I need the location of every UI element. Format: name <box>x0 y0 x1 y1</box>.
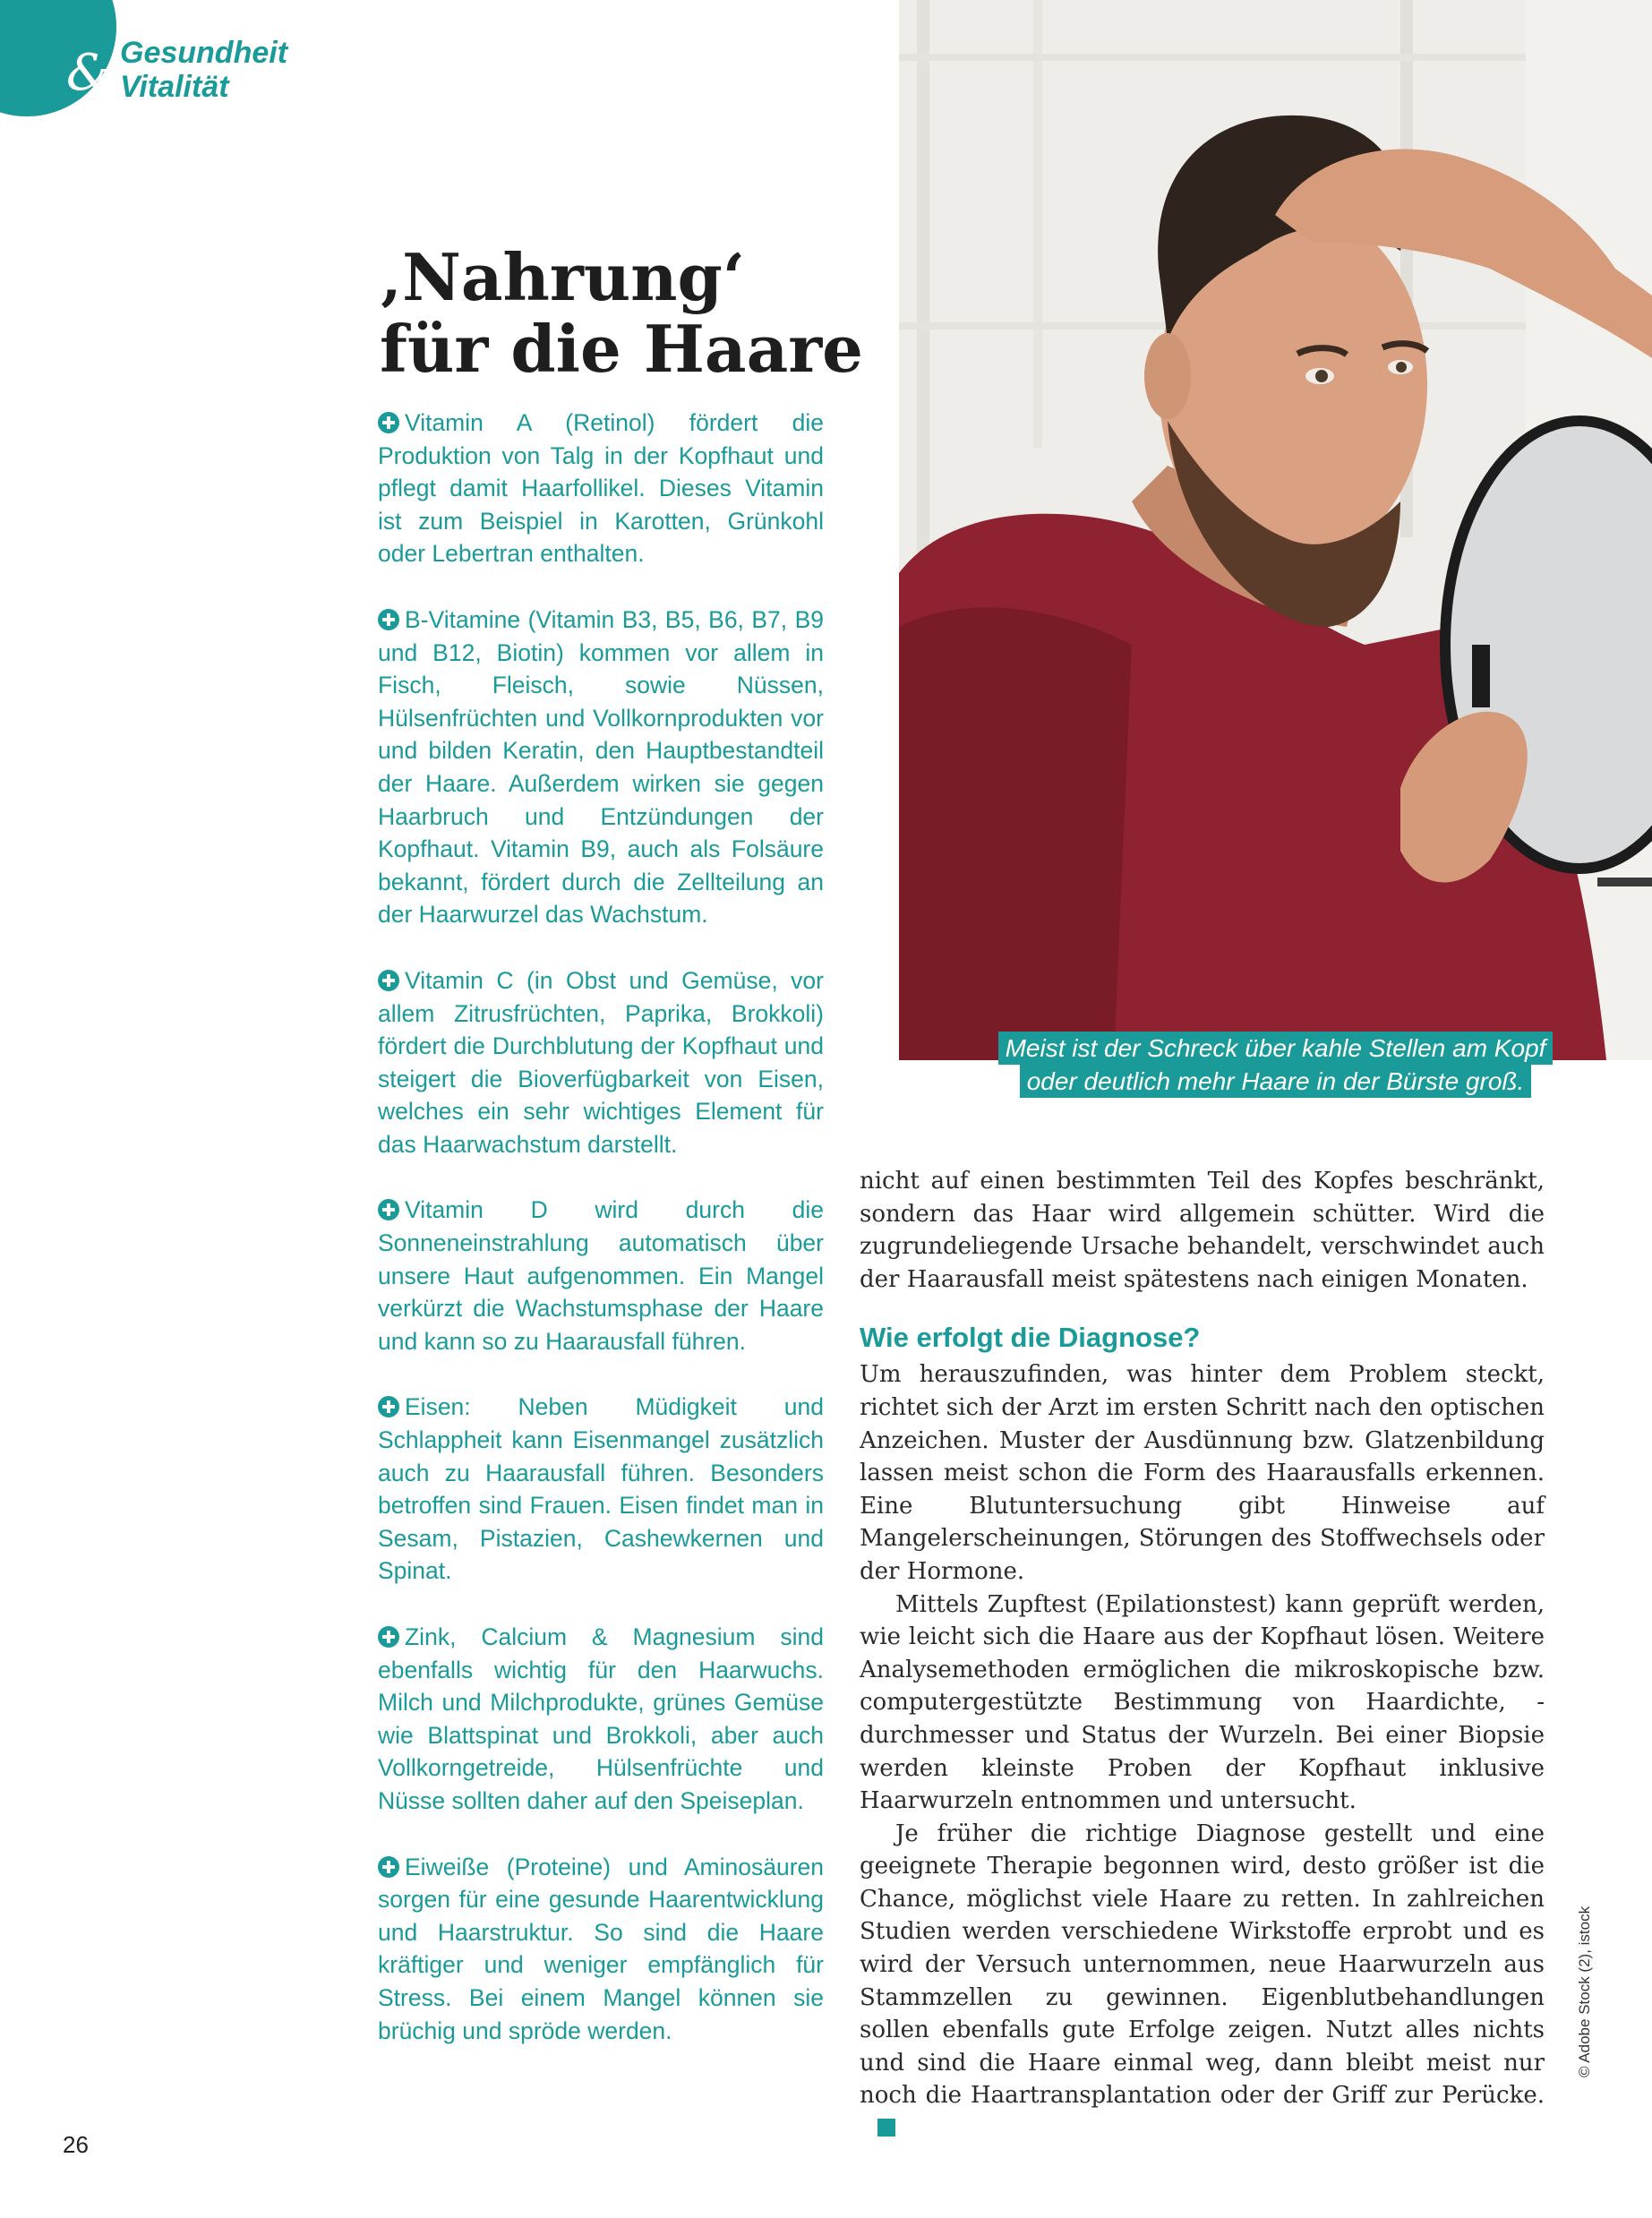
plus-circle-icon <box>378 970 399 991</box>
title-line-2: für die Haare <box>380 311 863 387</box>
vitamin-text: Eiweiße (Proteine) und Aminosäuren sorgen für eine gesunde Haarentwicklung und Haarstruktur. So sind die Haare kräftiger und weniger empfänglich für Stress. Bei einem Mangel können sie brüchig und spröde werden. <box>378 1853 824 2044</box>
vitamin-text: B-Vitamine (Vitamin B3, B5, B6, B7, B9 und B12, Biotin) kommen vor allem in Fisch, Fleisch, sowie Nüssen, Hülsenfrüchten und Vollkornprodukten vor und bilden Keratin, den Hauptbestandteil der Haare. Außerdem wirken sie gegen Haarbruch und Entzündungen der Kopfhaut. Vitamin B9, auch als Folsäure bekannt, fördert durch die Zellteilung an der Haarwurzel das Wachstum. <box>378 605 824 929</box>
logo-ampersand: & <box>66 44 111 102</box>
page-number: 26 <box>63 2131 89 2158</box>
vitamin-text: Zink, Calcium & Magnesium sind ebenfalls wichtig für den Haarwuchs. Milch und Milchprodukte, grünes Gemüse wie Blattspinat und Brokkoli, aber auch Vollkorngetreide, Hülsenfrüchte und Nüsse sollten daher auf den Speiseplan. <box>378 1623 824 1814</box>
vitamin-text: Eisen: Neben Müdigkeit und Schlappheit kann Eisenmangel zusätzlich auch zu Haarausfall führen. Besonders betroffen sind Frauen. Eisen findet man in Sesam, Pistazien, Cashewkernen und Spinat. <box>378 1393 824 1585</box>
end-square-icon <box>877 2119 895 2137</box>
photo-illustration <box>899 0 1652 1060</box>
plus-circle-icon <box>378 609 399 630</box>
vitamin-item-a <box>378 407 824 570</box>
vitamin-item-c <box>378 964 824 1161</box>
body-paragraph-2: Mittels Zupftest (Epilationstest) kann geprüft werden, wie leicht sich die Haare aus der Kopfhaut lösen. Weitere Analysemethoden ermöglichen die mikroskopische bzw. computergestützte Bestimmung von Haardichte, -durchmesser und Status der Wurzeln. Bei einer Biopsie werden kleinste Proben der Kopfhaut inklusive Haarwurzeln entnommen und untersucht. <box>860 1590 1545 1815</box>
article-body <box>860 1165 1545 2145</box>
vitamin-item-eiweisse <box>378 1851 824 2048</box>
vitamin-item-b <box>378 604 824 931</box>
man-with-mirror-photo <box>899 0 1652 1060</box>
vitamin-item-eisen <box>378 1391 824 1588</box>
title-line-1: ‚Nahrung‘ <box>380 239 745 315</box>
photo-credit: © Adobe Stock (2), istock <box>1576 1905 1593 2077</box>
vitamin-text: Vitamin C (in Obst und Gemüse, vor allem Zitrusfrüchten, Paprika, Brokkoli) fördert die Durchblutung der Kopfhaut und steigert die Bioverfügbarkeit von Eisen, welches ein sehr wichtiges Element für das Haarwachstum darstellt. <box>378 966 824 1158</box>
logo-text-vitalitaet: Vitalität <box>120 70 229 104</box>
diagnosis-heading: Wie erfolgt die Diagnose? <box>860 1322 1201 1354</box>
body-paragraph-3 <box>860 1818 1545 2145</box>
caption-line-1: Meist ist der Schreck über kahle Stellen am Kopf <box>998 1032 1554 1065</box>
logo-text-gesundheit: Gesundheit <box>120 36 288 70</box>
photo-caption <box>899 1032 1652 1098</box>
body-paragraph-1: Um herauszufinden, was hinter dem Problem steckt, richtet sich der Arzt im ersten Schritt nach den optischen Anzeichen. Muster der Ausdünnung bzw. Glatzenbildung lassen meist schon die Form des Haarausfalls erkennen. Eine Blutuntersuchung gibt Hinweise auf Mangelerscheinungen, Störungen des Stoffwechsels oder der Hormone. <box>860 1361 1545 1585</box>
plus-circle-icon <box>378 1199 399 1220</box>
vitamin-text: Vitamin A (Retinol) fördert die Produktion von Talg in der Kopfhaut und pflegt damit Haarfollikel. Dieses Vitamin ist zum Beispiel in Karotten, Grünkohl oder Lebertran enthalten. <box>378 409 824 568</box>
plus-circle-icon <box>378 1856 399 1878</box>
plus-circle-icon <box>378 412 399 433</box>
body-paragraph-3-text: Je früher die richtige Diagnose gestellt und eine geeignete Therapie begonnen wird, desto größer ist die Chance, möglichst viele Haare zu retten. In zahlreichen Studien werden verschiedene Wirkstoffe erprobt und es wird der Versuch unternommen, neue Haarwurzeln aus Stammzellen zu gewinnen. Eigenblutbehandlungen sollen ebenfalls gute Erfolge zeigen. Nutzt alles nichts und sind die Haare einmal weg, dann bleibt meist nur noch die Haartransplantation oder der Griff zur Perücke. <box>860 1820 1545 2110</box>
vitamin-item-d <box>378 1194 824 1357</box>
body-intro: nicht auf einen bestimmten Teil des Kopfes beschränkt, sondern das Haar wird allgemein schütter. Wird die zugrundeliegende Ursache behandelt, verschwindet auch der Haarausfall meist spätestens nach einigen Monaten. <box>860 1168 1545 1293</box>
plus-circle-icon <box>378 1626 399 1648</box>
vitamin-text: Vitamin D wird durch die Sonneneinstrahlung automatisch über unsere Haut aufgenommen. Ein Mangel verkürzt die Wachstumsphase der Haare und kann so zu Haarausfall führen. <box>378 1196 824 1355</box>
plus-circle-icon <box>378 1396 399 1417</box>
vitamin-list <box>378 407 824 2080</box>
vitamin-item-zink <box>378 1621 824 1818</box>
article-title <box>380 239 881 387</box>
caption-line-2: oder deutlich mehr Haare in der Bürste groß. <box>1020 1065 1532 1098</box>
